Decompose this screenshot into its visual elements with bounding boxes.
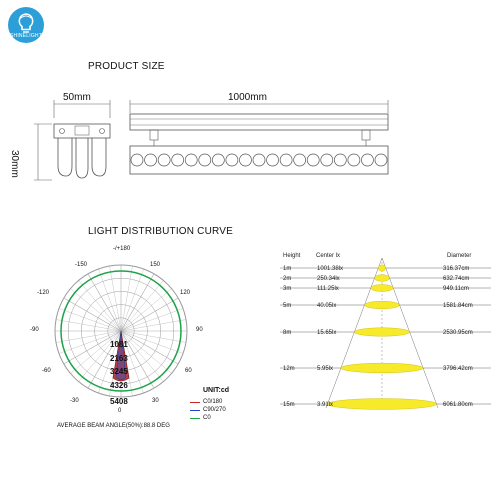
beam-angle-note: AVERAGE BEAM ANGLE(50%):88.8 DEG (57, 423, 170, 429)
light-distribution-title: LIGHT DISTRIBUTION CURVE (88, 226, 234, 237)
top-view-drawing (130, 146, 388, 174)
angle-label-90: 90 (196, 327, 203, 333)
led-lens (375, 154, 387, 166)
row-height: 2m (283, 276, 292, 282)
led-lens (348, 154, 360, 166)
led-lens (253, 154, 265, 166)
led-lens (185, 154, 197, 166)
light-spot-ellipse (354, 328, 409, 336)
angle-label-150: 150 (150, 262, 161, 268)
header-diameter: Diameter (447, 253, 472, 259)
led-lens (307, 154, 319, 166)
light-spot-ellipse (375, 275, 390, 282)
led-lens (267, 154, 279, 166)
angle-label-30: 30 (152, 398, 159, 404)
row-height: 1m (283, 266, 292, 272)
led-lens (239, 154, 251, 166)
intensity-label-2163: 2163 (110, 354, 128, 363)
side-view-drawing (130, 114, 388, 146)
row-center-lx: 111.25lx (317, 286, 339, 292)
row-height: 15m (283, 402, 295, 408)
angle-label-120: 120 (180, 290, 191, 296)
product-dimension-drawing (0, 0, 500, 200)
row-center-lx: 15.65lx (317, 330, 337, 336)
brand-name: SHINELIGHT (9, 33, 42, 39)
header-height: Height (283, 253, 301, 259)
led-lens (212, 154, 224, 166)
row-height: 3m (283, 286, 292, 292)
led-lens (321, 154, 333, 166)
row-center-lx: 5.95lx (317, 366, 334, 372)
row-diameter: 1581.84cm (443, 303, 473, 309)
led-lens (199, 154, 211, 166)
polar-diagram (0, 238, 270, 438)
angle-label-neg150: -150 (75, 262, 88, 268)
intensity-label-3245: 3245 (110, 367, 128, 376)
legend-swatch (190, 418, 200, 419)
led-lens (294, 154, 306, 166)
angle-label-neg30: -30 (70, 398, 79, 404)
row-center-lx: 40.05lx (317, 303, 337, 309)
led-lens (226, 154, 238, 166)
light-spot-ellipse (364, 301, 399, 309)
row-height: 8m (283, 330, 292, 336)
row-diameter: 949.11cm (443, 286, 469, 292)
led-row (131, 154, 387, 166)
light-spot-ellipse (378, 265, 385, 271)
led-lens (131, 154, 143, 166)
light-spot-ellipse (327, 399, 436, 410)
width-dimension-label: 50mm (63, 92, 91, 103)
angle-label-0: 0 (118, 408, 122, 414)
row-height: 12m (283, 366, 295, 372)
row-center-lx: 3.91lx (317, 402, 334, 408)
legend (190, 398, 226, 422)
row-height: 5m (283, 303, 292, 309)
row-diameter: 3796.42cm (443, 366, 473, 372)
height-dimension-label: 30mm (9, 150, 20, 178)
row-center-lx: 1001.38lx (317, 266, 344, 272)
angle-label-neg60: -60 (42, 368, 51, 374)
row-diameter: 632.74cm (443, 276, 470, 282)
unit-label: UNIT:cd (203, 387, 230, 394)
light-spot-ellipse (341, 363, 423, 373)
led-lens (361, 154, 373, 166)
led-lens (280, 154, 292, 166)
light-spot-ellipse (371, 285, 393, 292)
led-lens (145, 154, 157, 166)
angle-label-60: 60 (185, 368, 192, 374)
led-lens (158, 154, 170, 166)
legend-item-c0: C0 (190, 414, 226, 422)
led-lens (172, 154, 184, 166)
legend-swatch (190, 402, 200, 403)
row-center-lx: 250.34lx (317, 276, 340, 282)
row-diameter: 6061.80cm (443, 402, 473, 408)
end-view-drawing (54, 124, 110, 178)
legend-item-c90-270: C90/270 (190, 406, 226, 414)
header-center-lx: Center lx (316, 253, 341, 259)
angle-label-180: -/+180 (113, 246, 131, 252)
legend-swatch (190, 410, 200, 411)
led-lens (334, 154, 346, 166)
angle-label-neg120: -120 (37, 290, 50, 296)
row-diameter: 316.37cm (443, 266, 470, 272)
intensity-label-4326: 4326 (110, 381, 128, 390)
intensity-label-5408: 5408 (110, 397, 128, 406)
legend-item-c0-180: C0/180 (190, 398, 226, 406)
angle-label-neg90: -90 (30, 327, 39, 333)
product-size-title: PRODUCT SIZE (88, 61, 165, 72)
length-dimension-label: 1000mm (228, 92, 267, 103)
intensity-label-1081: 1081 (110, 340, 128, 349)
row-diameter: 2530.95cm (443, 330, 473, 336)
